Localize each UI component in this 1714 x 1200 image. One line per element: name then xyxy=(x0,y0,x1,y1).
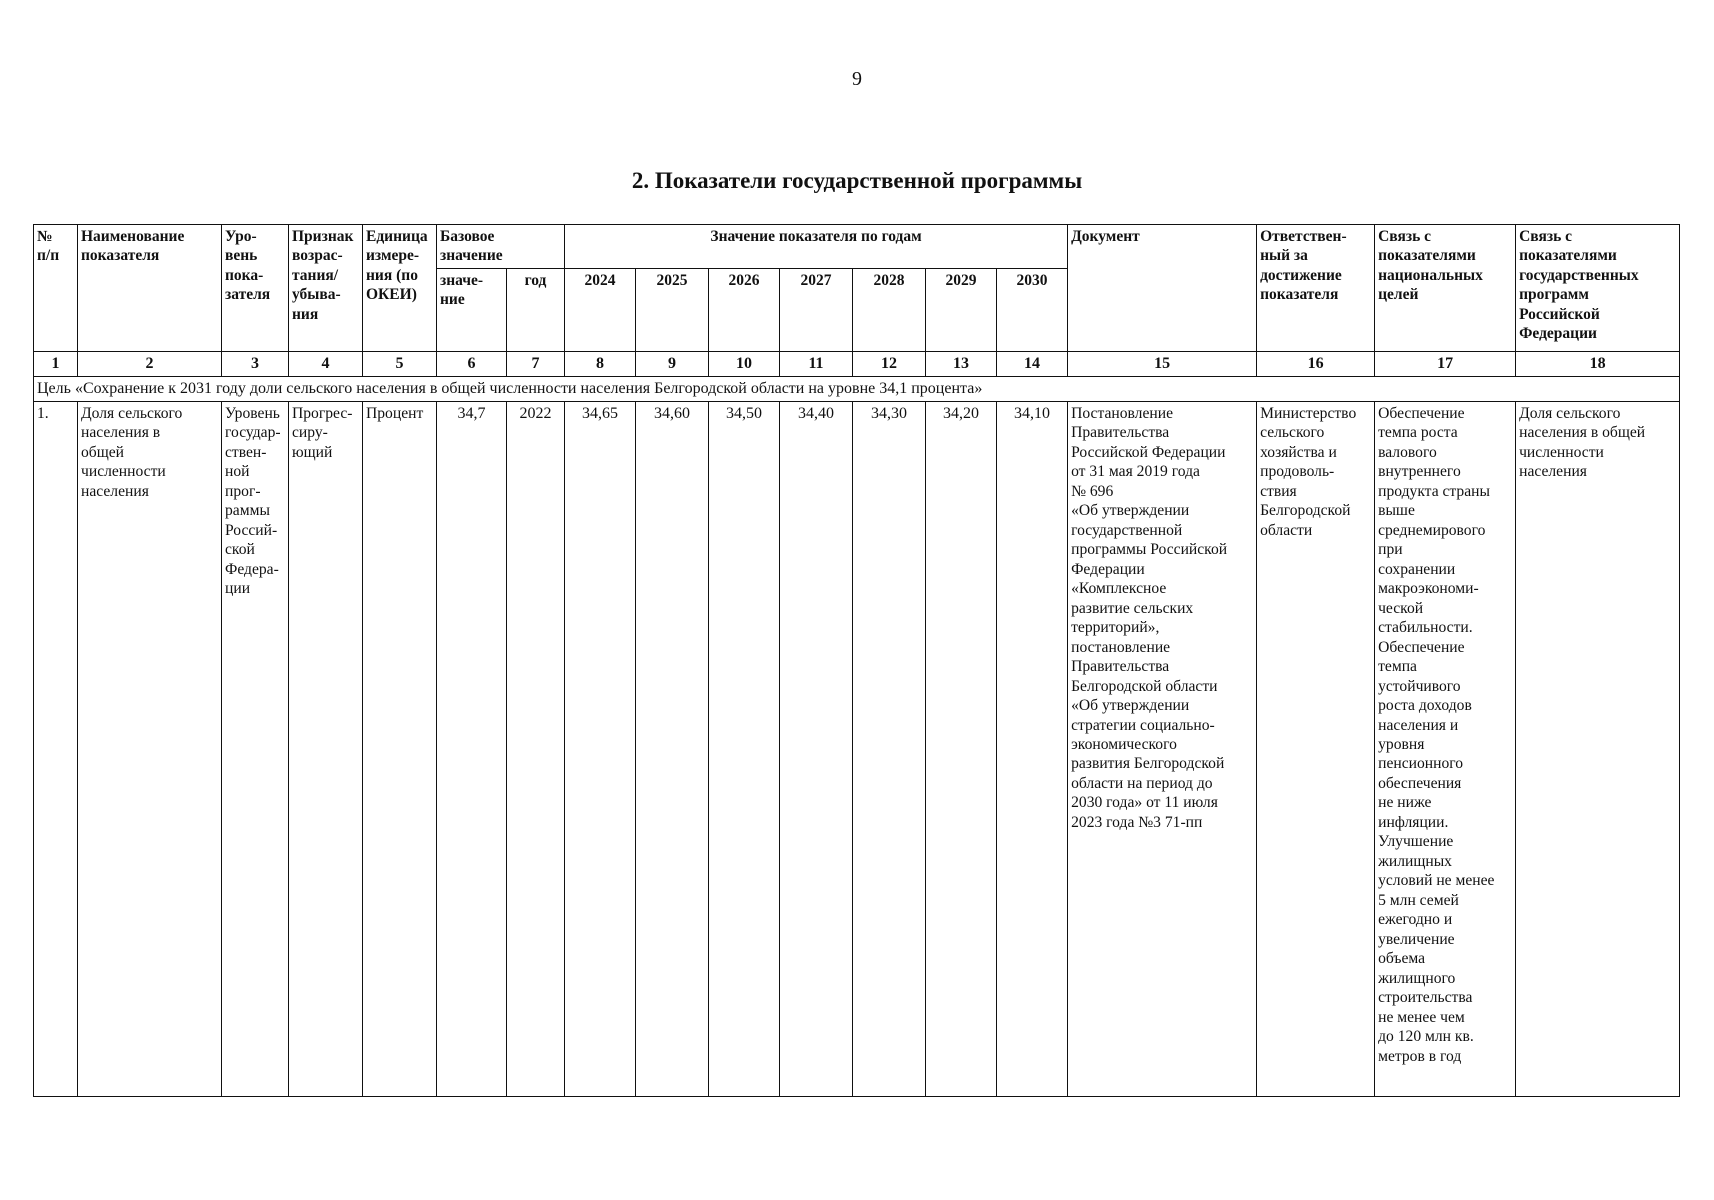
column-number: 7 xyxy=(507,351,565,376)
row-value-2025: 34,60 xyxy=(636,401,709,1096)
column-number: 4 xyxy=(289,351,363,376)
row-trend: Прогрес- сиру- ющий xyxy=(289,401,363,1096)
row-value-2024: 34,65 xyxy=(565,401,636,1096)
column-number: 6 xyxy=(437,351,507,376)
row-national-goals: Обеспечение темпа роста валового внутреннего продукта страны выше среднемирового при сохранении макроэкономи- ческой стабильности. Обеспечение темпа устойчивого роста доходов населения и уровня пенсионного обеспечения не ниже инфляции. Улучшение жилищных условий не менее 5 млн семей ежегодно и увеличение объема жилищного строительства не менее чем до 120 млн кв. метров в год xyxy=(1375,401,1516,1096)
column-number: 18 xyxy=(1516,351,1680,376)
indicators-table xyxy=(33,224,1680,1097)
row-num: 1. xyxy=(34,401,78,1096)
column-number: 17 xyxy=(1375,351,1516,376)
row-level: Уровень государ- ствен- ной прог- раммы Россий- ской Федера- ции xyxy=(222,401,289,1096)
header-trend: Признак возрас- тания/ убыва- ния xyxy=(289,225,363,352)
header-year: 2024 xyxy=(565,268,636,351)
column-numbers-row xyxy=(34,351,1680,376)
column-number: 15 xyxy=(1068,351,1257,376)
column-number: 5 xyxy=(363,351,437,376)
column-number: 2 xyxy=(78,351,222,376)
header-year: 2026 xyxy=(709,268,780,351)
row-document: Постановление Правительства Российской Федерации от 31 мая 2019 года № 696 «Об утверждении государственной программы Российской Федерации «Комплексное развитие сельских территорий», постановление Правительства Белгородской области «Об утверждении стратегии социально- экономического развития Белгородской области на период до 2030 года» от 11 июля 2023 года №3 71-пп xyxy=(1068,401,1257,1096)
header-year: 2027 xyxy=(780,268,853,351)
column-number: 1 xyxy=(34,351,78,376)
header-unit: Единица измере- ния (по ОКЕИ) xyxy=(363,225,437,352)
column-number: 11 xyxy=(780,351,853,376)
row-value-2028: 34,30 xyxy=(853,401,926,1096)
header-base-value: значе- ние xyxy=(437,268,507,351)
header-base: Базовое значение xyxy=(437,225,565,269)
column-number: 9 xyxy=(636,351,709,376)
header-year: 2025 xyxy=(636,268,709,351)
page-title: 2. Показатели государственной программы xyxy=(631,168,1083,193)
header-year: 2030 xyxy=(997,268,1068,351)
row-responsible: Министерство сельского хозяйства и продоволь- ствия Белгородской области xyxy=(1257,401,1375,1096)
column-number: 10 xyxy=(709,351,780,376)
row-name: Доля сельского населения в общей численности населения xyxy=(78,401,222,1096)
column-number: 3 xyxy=(222,351,289,376)
header-num: № п/п xyxy=(34,225,78,352)
row-base-value: 34,7 xyxy=(437,401,507,1096)
goal-text: Цель «Сохранение к 2031 году доли сельского населения в общей численности населения Белгородской области на уровне 34,1 процента» xyxy=(34,376,1680,401)
row-state-programs: Доля сельского населения в общей численности населения xyxy=(1516,401,1680,1096)
header-year: 2029 xyxy=(926,268,997,351)
column-number: 13 xyxy=(926,351,997,376)
header-year: 2028 xyxy=(853,268,926,351)
header-national: Связь с показателями национальных целей xyxy=(1375,225,1516,352)
row-unit: Процент xyxy=(363,401,437,1096)
row-value-2026: 34,50 xyxy=(709,401,780,1096)
header-responsible: Ответствен- ный за достижение показателя xyxy=(1257,225,1375,352)
goal-row xyxy=(34,376,1680,401)
row-value-2027: 34,40 xyxy=(780,401,853,1096)
page-number: 9 xyxy=(852,68,862,90)
column-number: 14 xyxy=(997,351,1068,376)
header-name: Наименование показателя xyxy=(78,225,222,352)
header-row-1 xyxy=(34,225,1680,269)
header-state-programs: Связь с показателями государственных программ Российской Федерации xyxy=(1516,225,1680,352)
column-number: 12 xyxy=(853,351,926,376)
table-row xyxy=(34,401,1680,1096)
column-number: 8 xyxy=(565,351,636,376)
row-value-2030: 34,10 xyxy=(997,401,1068,1096)
header-years-group: Значение показателя по годам xyxy=(565,225,1068,269)
column-number: 16 xyxy=(1257,351,1375,376)
header-base-year: год xyxy=(507,268,565,351)
row-value-2029: 34,20 xyxy=(926,401,997,1096)
header-level: Уро- вень пока- зателя xyxy=(222,225,289,352)
header-document: Документ xyxy=(1068,225,1257,352)
row-base-year: 2022 xyxy=(507,401,565,1096)
